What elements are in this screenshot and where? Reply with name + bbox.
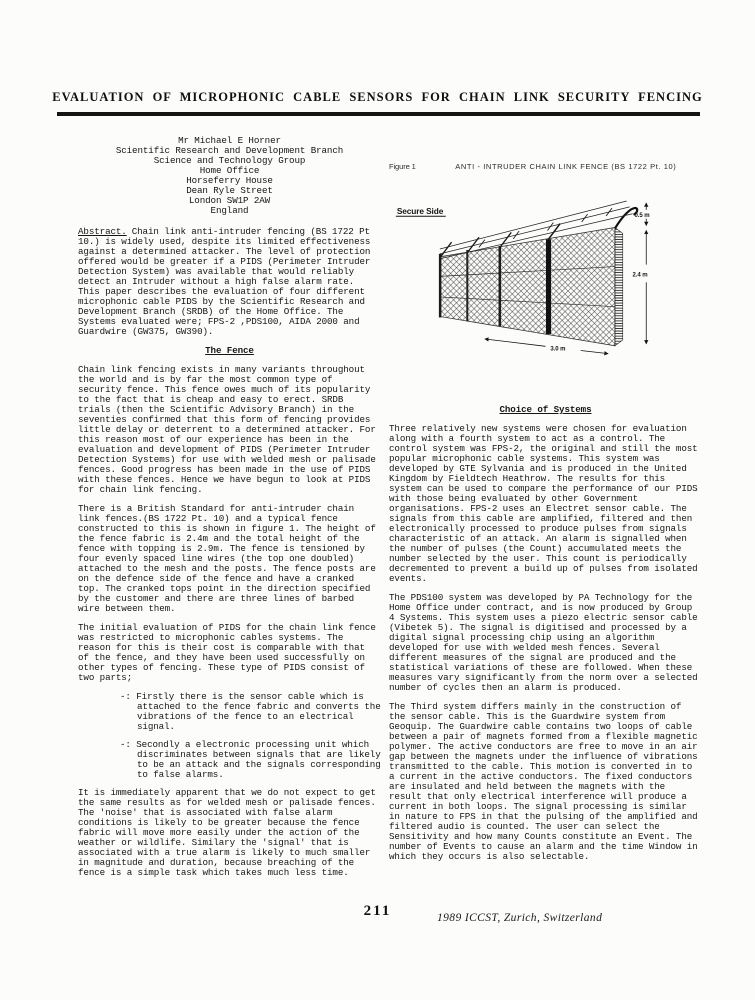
title-rule <box>57 112 700 116</box>
author-city: London SW1P 2AW <box>188 195 271 206</box>
abstract-text: Chain link anti-intruder fencing (BS 1722 Pt 10.) is widely used, despite its limited effectiveness against a determined attacker. The level of protection offered would be greater if a PIDS (Perimeter Intruder Detection System) was available that would reliably detect an Intruder without a high false alarm rate. This paper describes the evaluation of four different microphonic cable PIDS by the Scientific Research and Development Branch (SRDB) of the Home Office. The Systems evaluated were; FPS-2 ,PDS100, AIDA 2000 and Guardwire (GW375, GW390). <box>78 226 371 337</box>
abstract-label: Abstract. <box>78 226 127 237</box>
right-column <box>389 130 702 887</box>
choice-paragraph-1: Three relatively new systems were chosen for evaluation along with a fourth system to act as a control. The control system was FPS-2, the original and still the most popular microphonic cable systems. This system was developed by GTE Sylvania and is produced in the United Kingdom by Fieldtech Heathrow. The results for this system can be used to compare the performance of our PIDS with those being evaluated by other Government organisations. FPS-2 uses an Electret sensor cable. The signals from this cable are amplified, filtered and then electronically processed to produce pulses from signals characteristic of an attack. An alarm is signalled when the number of pulses (the Count) accumulated meets the number selected by the user. This count is periodically decremented to prevent a build up of pulses from isolated events. <box>389 423 698 584</box>
fence-paragraph-1: Chain link fencing exists in many variants throughout the world and is by far the most common type of security fence. This fence owes much of its popularity to the fact that is cheap and easy to erect. SRDB trials (then the Scientific Advisory Branch) in the seventies confirmed that this form of fencing provides little delay or deterrent to a determined attacker. For this reason most of our experience has been in the evaluation and development of PIDS (Perimeter Intruder Detection Systems) for use with welded mesh or palisade fences. Good progress has been made in the use of PIDS with these fences. Hence we have begun to look at PIDS for chain link fencing. <box>78 364 376 495</box>
page-number: 211 <box>363 903 392 919</box>
author-office: Home Office <box>199 165 260 176</box>
fence-drawing <box>389 198 702 388</box>
fence-post-4 <box>546 239 551 334</box>
figure-caption-row <box>389 162 702 172</box>
dim-fabric-label: 2.4 m <box>632 272 648 279</box>
left-column <box>78 130 381 887</box>
author-street: Dean Ryle Street <box>186 185 273 196</box>
author-country: England <box>210 205 249 216</box>
fence-paragraph-4: It is immediately apparent that we do not expect to get the same results as for welded mesh or palisade fences. The 'noise' that is associated with false alarm conditions is likely to be greater because the fence fabric will move more easily under the action of the weather or wildlife. Similary the 'signal' that is associated with a true alarm is likely to much smaller in magnitude and duration, because breaching of the fence is a simple task which takes much less time. <box>78 787 376 878</box>
fence-paragraph-3: The initial evaluation of PIDS for the chain link fence was restricted to microphonic cables systems. The reason for this is their cost is comparable with that of the fence, and they have been used successfully on other types of fencing. These type of PIDS consist of two parts; <box>78 622 376 683</box>
fence-mesh-fabric <box>440 227 615 345</box>
choice-paragraph-2: The PDS100 system was developed by PA Technology for the Home Office under contract, and is now produced by Group 4 Systems. This system uses a piezo electric sensor cable (Vibetek 5). The signal is digitised and processed by a digital signal processing chip using an algorithm developed for use with welded mesh fences. Several different measures of the signal are produced and the statistical variations of these are followed. When these measures vary significantly from the norm over a selected number of cycles then an alarm is produced. <box>389 592 698 693</box>
figure-1 <box>389 198 702 391</box>
author-block <box>78 136 381 216</box>
author-branch: Scientific Research and Development Branch <box>115 145 344 156</box>
fence-post-5 <box>615 227 623 345</box>
author-house: Horseferry House <box>186 175 273 186</box>
fence-bullet-1: -: Firstly there is the sensor cable which is attached to the fence fabric and converts the vibrations of the fence to an electrical signal. <box>120 691 381 732</box>
choice-section-heading: Choice of Systems <box>499 404 592 415</box>
author-name: Mr Michael E Horner <box>178 135 281 146</box>
dim-topping-label: 0.5 m <box>634 213 650 220</box>
two-column-content <box>78 130 702 887</box>
figure-label: Figure 1 <box>389 162 416 171</box>
fence-section-heading: The Fence <box>205 345 254 356</box>
author-group: Science and Technology Group <box>153 155 306 166</box>
dim-bay-arrow-right <box>581 351 608 354</box>
fence-paragraph-2: There is a British Standard for anti-intruder chain link fences.(BS 1722 Pt. 10) and a typical fence constructed to this is shown in figure 1. The height of the fence fabric is 2.4m and the total height of the fence with topping is 2.9m. The fence is tensioned by four evenly spaced line wires (the top one doubled) attached to the mesh and the posts. The fence posts are on the defence side of the fence and have a cranked top. The cranked tops point in the direction specified by the customer and there are three lines of barbed wire between them. <box>78 503 376 614</box>
page-title: EVALUATION OF MICROPHONIC CABLE SENSORS FOR CHAIN LINK SECURITY FENCING <box>52 90 703 104</box>
abstract-paragraph <box>78 227 381 337</box>
figure-caption: ANTI - INTRUDER CHAIN LINK FENCE (BS 1722 Pt. 10) <box>455 162 677 171</box>
secure-side-label: Secure Side <box>396 205 444 216</box>
fence-post-3 <box>499 246 502 326</box>
dim-bay-arrow-left <box>485 339 546 346</box>
conference-footer: 1989 ICCST, Zurich, Switzerland <box>437 912 603 924</box>
fence-post-2 <box>466 250 468 321</box>
fence-bullet-2: -: Secondly a electronic processing unit which discriminates between signals that are likely to be an attack and the signals corresponding to false alarms. <box>120 739 381 780</box>
fence-post-1 <box>439 254 442 318</box>
choice-paragraph-3: The Third system differs mainly in the construction of the sensor cable. This is the Guardwire system from Geoquip. The Guardwire cable contains two loops of cable between a pair of magnets formed from a flexible magnetic polymer. The active conductors are free to move in an air gap between the magnets under the influence of vibrations transmitted to the cable. This motion is converted in to a current in the active conductors. The fixed conductors are insulated and held between the magnets with the result that only electrical interference will produce a current in both loops. The signal processing is similar in nature to FPS in that the pulsing of the amplified and filtered audio is counted. The user can select the Sensitivity and how many Counts constitute an Event. The number of Events to cause an alarm and the time Window in which they occurs is also selectable. <box>389 701 698 862</box>
dim-bay-label: 3.0 m <box>550 346 566 353</box>
